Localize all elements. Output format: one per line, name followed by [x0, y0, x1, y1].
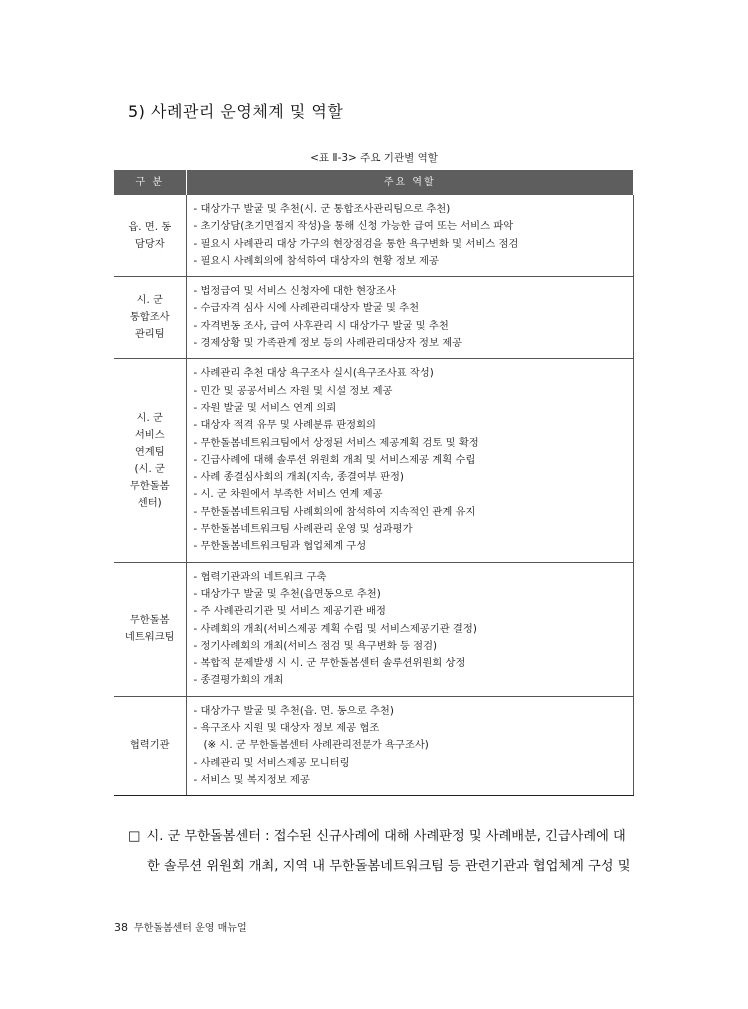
role-item: - 수급자격 심사 시에 사례관리대상자 발굴 및 추천 [193, 302, 420, 315]
category-line: 무한돌봄 [129, 479, 170, 492]
role-item: - 대상가구 발굴 및 추천(읍. 면. 동으로 추천) [193, 704, 394, 717]
table-row [114, 359, 633, 562]
role-item: - 대상자 적격 유무 및 사례분류 판정회의 [193, 419, 377, 432]
table-row [114, 277, 633, 359]
role-item: - 사례회의 개최(서비스제공 계획 수립 및 서비스제공기관 결정) [193, 622, 477, 635]
body-paragraph [128, 822, 648, 882]
table-row [114, 696, 633, 795]
header-roles: 주요 역할 [186, 170, 633, 195]
body-line-1-text: 시. 군 무한돌봄센터 : 접수된 신규사례에 대해 사례판정 및 사례배분, 긴급사례에 대 [146, 829, 626, 844]
role-item: - 사례 종결심사회의 개최(지속, 종결여부 판정) [193, 471, 404, 484]
role-item: - 주 사례관리기관 및 서비스 제공기관 배정 [193, 605, 386, 618]
roles-table [114, 170, 634, 796]
row-roles [186, 277, 633, 359]
role-item: - 서비스 및 복지정보 제공 [193, 773, 310, 786]
role-item: - 무한돌봄네트워크팀에서 상정된 서비스 제공계획 검토 및 확정 [193, 436, 479, 449]
role-item: - 협력기관과의 네트워크 구축 [193, 570, 327, 583]
role-item: - 무한돌봄네트워크팀 사례회의에 참석하여 지속적인 관계 유지 [193, 505, 476, 518]
category-line: 시. 군 [136, 294, 163, 307]
category-line: 협력기관 [129, 739, 170, 752]
role-item: - 긴급사례에 대해 솔루션 위원회 개최 및 서비스제공 계획 수립 [193, 453, 476, 466]
category-line: 통합조사 [129, 311, 170, 324]
role-item: - 대상가구 발굴 및 추천(시. 군 통합조사관리팀으로 추천) [193, 203, 451, 215]
category-line: 서비스 [134, 428, 165, 441]
role-item: - 무한돌봄네트워크팀 사례관리 운영 및 성과평가 [193, 523, 413, 536]
category-line: 담당자 [134, 237, 165, 250]
row-roles [186, 195, 633, 277]
role-item: - 복합적 문제발생 시 시. 군 무한돌봄센터 솔루션위원회 상정 [193, 657, 466, 670]
role-item: - 자격변동 조사, 급여 사후관리 시 대상가구 발굴 및 추천 [193, 319, 449, 332]
role-item: - 민간 및 공공서비스 자원 및 시설 정보 제공 [193, 384, 393, 397]
header-category: 구 분 [114, 170, 186, 195]
category-line: 네트워크팀 [124, 631, 175, 644]
role-item: - 자원 발굴 및 서비스 연계 의뢰 [193, 401, 337, 414]
page-footer [114, 919, 247, 934]
role-item: - 욕구조사 지원 및 대상자 정보 제공 협조 [193, 722, 380, 735]
role-item: - 시. 군 차원에서 부족한 서비스 연계 제공 [193, 488, 383, 501]
footer-doc-title: 무한돌봄센터 운영 매뉴얼 [134, 923, 247, 934]
role-item: - 정기사례회의 개최(서비스 점검 및 욕구변화 등 점검) [193, 639, 438, 652]
role-item: - 종결평가회의 개최 [193, 674, 284, 687]
role-item: - 필요시 사례회의에 참석하여 대상자의 현황 정보 제공 [193, 254, 439, 267]
role-item: - 무한돌봄네트워크팀과 협업체계 구성 [193, 540, 367, 553]
role-item: (※ 시. 군 무한돌봄센터 사례관리전문가 욕구조사) [203, 739, 429, 752]
section-title: 5) 사례관리 운영체계 및 역할 [128, 102, 344, 121]
table-row [114, 195, 633, 277]
row-category [114, 195, 186, 277]
row-roles [186, 359, 633, 562]
role-item: - 사례관리 추천 대상 욕구조사 실시(욕구조사표 작성) [193, 367, 434, 380]
role-item: - 필요시 사례관리 대상 가구의 현장점검을 통한 욕구변화 및 서비스 점검 [193, 237, 519, 250]
page-number: 38 [114, 921, 128, 934]
category-line: 읍. 면. 동 [128, 220, 172, 233]
table-row [114, 562, 633, 696]
category-line: (시. 군 [134, 462, 165, 475]
table-caption: <표 Ⅱ-3> 주요 기관별 역할 [310, 152, 438, 164]
category-line: 무한돌봄 [129, 614, 170, 627]
table-header-row [114, 170, 633, 195]
row-category [114, 277, 186, 359]
role-item: - 초기상담(초기면접지 작성)을 통해 신청 가능한 급여 또는 서비스 파악 [193, 220, 514, 233]
row-category [114, 359, 186, 562]
category-line: 관리팀 [134, 328, 165, 341]
role-item: - 대상가구 발굴 및 추천(읍면동으로 추천) [193, 587, 381, 600]
category-line: 연계팀 [134, 445, 165, 458]
row-roles [186, 696, 633, 795]
category-line: 시. 군 [136, 411, 163, 424]
category-line: 센터) [137, 496, 162, 509]
role-item: - 경제상황 및 가족관계 정보 등의 사례관리대상자 정보 제공 [193, 337, 463, 350]
role-item: - 법정급여 및 서비스 신청자에 대한 현장조사 [193, 285, 396, 298]
row-category [114, 562, 186, 696]
square-bullet-icon: □ [128, 829, 141, 844]
row-roles [186, 562, 633, 696]
row-category [114, 696, 186, 795]
roles-table-body [114, 195, 633, 796]
role-item: - 사례관리 및 서비스제공 모니터링 [193, 756, 350, 769]
body-line-1 [128, 822, 648, 852]
body-line-2: 한 솔루션 위원회 개최, 지역 내 무한돌봄네트워크팀 등 관련기관과 협업체계 구성 및 [147, 859, 631, 874]
